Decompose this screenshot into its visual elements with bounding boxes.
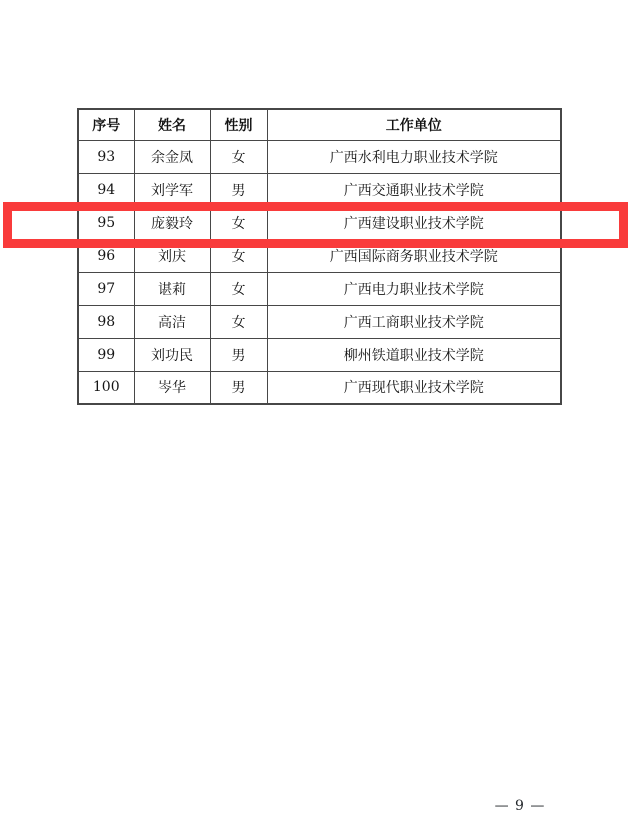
cell-org: 广西交通职业技术学院 xyxy=(267,173,561,206)
cell-name: 庞毅玲 xyxy=(134,206,210,239)
cell-gender: 女 xyxy=(210,305,267,338)
cell-seq: 100 xyxy=(78,371,134,404)
table-row-highlighted xyxy=(78,206,561,239)
table-row xyxy=(78,338,561,371)
table-row xyxy=(78,239,561,272)
cell-org: 广西国际商务职业技术学院 xyxy=(267,239,561,272)
cell-name: 余金凤 xyxy=(134,140,210,173)
cell-org: 广西工商职业技术学院 xyxy=(267,305,561,338)
cell-gender: 女 xyxy=(210,239,267,272)
cell-seq: 95 xyxy=(78,206,134,239)
page-number: — 9 — xyxy=(494,798,546,814)
cell-name: 刘功民 xyxy=(134,338,210,371)
table-row xyxy=(78,371,561,404)
cell-seq: 99 xyxy=(78,338,134,371)
table-row xyxy=(78,173,561,206)
header-seq: 序号 xyxy=(78,109,134,140)
table-header-row xyxy=(78,109,561,140)
cell-org: 广西水利电力职业技术学院 xyxy=(267,140,561,173)
cell-gender: 女 xyxy=(210,140,267,173)
cell-name: 高洁 xyxy=(134,305,210,338)
cell-name: 谌莉 xyxy=(134,272,210,305)
cell-gender: 男 xyxy=(210,371,267,404)
cell-org: 广西电力职业技术学院 xyxy=(267,272,561,305)
cell-seq: 98 xyxy=(78,305,134,338)
header-name: 姓名 xyxy=(134,109,210,140)
cell-org: 广西现代职业技术学院 xyxy=(267,371,561,404)
roster-table xyxy=(77,108,562,405)
cell-name: 刘学军 xyxy=(134,173,210,206)
table-row xyxy=(78,272,561,305)
header-org: 工作单位 xyxy=(267,109,561,140)
cell-gender: 女 xyxy=(210,272,267,305)
cell-seq: 97 xyxy=(78,272,134,305)
cell-seq: 96 xyxy=(78,239,134,272)
cell-name: 刘庆 xyxy=(134,239,210,272)
table-row xyxy=(78,305,561,338)
cell-gender: 男 xyxy=(210,173,267,206)
cell-org: 广西建设职业技术学院 xyxy=(267,206,561,239)
header-gender: 性别 xyxy=(210,109,267,140)
cell-gender: 男 xyxy=(210,338,267,371)
cell-seq: 94 xyxy=(78,173,134,206)
cell-org: 柳州铁道职业技术学院 xyxy=(267,338,561,371)
cell-gender: 女 xyxy=(210,206,267,239)
cell-name: 岑华 xyxy=(134,371,210,404)
table-row xyxy=(78,140,561,173)
cell-seq: 93 xyxy=(78,140,134,173)
